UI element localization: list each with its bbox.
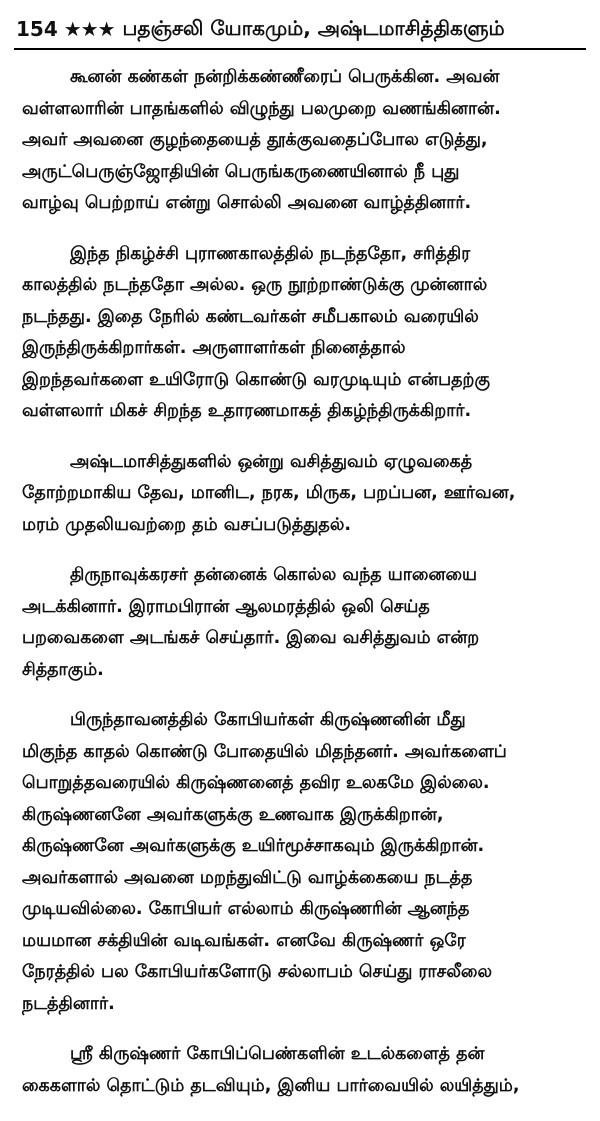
text-line: இருந்திருக்கிறார்கள். அருளாளர்கள் நினைத்தால் [22, 338, 406, 358]
text-line: வள்ளலாரின் பாதங்களில் விழுந்து பலமுறை வணங்கினான். [22, 98, 501, 119]
running-title: பதஞ்சலி யோகமும், அஷ்டமாசித்திகளும் [122, 15, 505, 40]
paragraph [22, 447, 578, 542]
paragraph [22, 239, 578, 428]
text-line: கூனன் கண்கள் நன்றிக்கண்ணீரைப் பெருக்கின. அவன் [70, 67, 500, 87]
text-line: அடக்கினார். இராமபிரான் ஆலமரத்தில் ஒலி செய்த [22, 596, 430, 617]
header-rule [14, 48, 586, 50]
paragraph [22, 1039, 578, 1102]
text-line: இறந்தவர்களை உயிரோடு கொண்டு வரமுடியும் என்பதற்கு [22, 369, 490, 390]
text-line: நடந்தது. இதை நேரில் கண்டவர்கள் சமீபகாலம் வரையில் [22, 306, 479, 327]
text-line: சித்தாகும். [22, 659, 104, 680]
text-line: மிகுந்த காதல் கொண்டு போதையில் மிதந்தனர். அவர்களைப் [22, 741, 507, 762]
paragraph [22, 62, 578, 220]
text-line: பறவைகளை அடங்கச் செய்தார். இவை வசித்துவம் என்ற [22, 628, 480, 648]
text-line: அருட்பெருஞ்ஜோதியின் பெருங்கருணையினால் நீ புது [22, 161, 460, 182]
text-line: அவர் அவனை குழந்தையைத் தூக்குவதைப்போல எடுத்து, [22, 130, 488, 150]
text-line: மரம் முதலியவற்றை தம் வசப்படுத்துதல். [22, 514, 352, 535]
text-line: கிருஷ்ணனனே அவர்களுக்கு உணவாக இருக்கிறான், [22, 804, 444, 825]
text-line: தோற்றமாகிய தேவ, மானிட, நரக, மிருக, பறப்பன, ஊர்வன, [22, 483, 516, 503]
text-line: கைகளால் தொட்டும் தடவியும், இனிய பார்வையில் லயித்தும், [22, 1075, 520, 1096]
text-line: கிருஷ்ணனே அவர்களுக்கு உயிர்மூச்சாகவும் இருக்கிறான். [22, 836, 485, 856]
page-header [16, 14, 584, 44]
page-number: 154 [16, 17, 58, 41]
body-text [22, 62, 578, 1121]
text-line: பிருந்தாவனத்தில் கோபியர்கள் கிருஷ்ணனின் மீது [70, 710, 466, 730]
paragraph [22, 705, 578, 1020]
text-line: முடியவில்லை. கோபியர் எல்லாம் கிருஷ்ணரின் ஆனந்த [22, 899, 470, 919]
text-line: அஷ்டமாசித்துகளில் ஒன்று வசித்துவம் ஏழுவகைத் [70, 451, 473, 472]
paragraph [22, 560, 578, 686]
text-line: பொறுத்தவரையில் கிருஷ்ணனைத் தவிர உலகமே இல்லை. [22, 773, 490, 793]
text-line: நேரத்தில் பல கோபியர்களோடு சல்லாபம் செய்து ராசலீலை [22, 962, 492, 982]
text-line: ஸ்ரீ கிருஷ்ணர் கோபிப்பெண்களின் உடல்களைத் தன் [70, 1044, 485, 1064]
text-line: இந்த நிகழ்ச்சி புராணகாலத்தில் நடந்ததோ, சரித்திர [70, 243, 471, 264]
text-line: மயமான சக்தியின் வடிவங்கள். எனவே கிருஷ்ணர் ஒரே [22, 930, 466, 951]
text-line: காலத்தில் நடந்ததோ அல்ல. ஒரு நூற்றாண்டுக்கு முன்னால் [22, 275, 488, 295]
text-line: வாழ்வு பெற்றாய் என்று சொல்லி அவனை வாழ்த்தினார். [22, 193, 472, 213]
text-line: நடத்தினார். [22, 993, 115, 1014]
text-line: அவர்களால் அவனை மறந்துவிட்டு வாழ்க்கையை நடத்த [22, 867, 473, 888]
text-line: வள்ளலார் மிகச் சிறந்த உதாரணமாகத் திகழ்ந்திருக்கிறார். [22, 401, 472, 421]
text-line: திருநாவுக்கரசர் தன்னைக் கொல்ல வந்த யானையை [70, 565, 478, 585]
star-ornament: ★★★ [63, 17, 115, 41]
